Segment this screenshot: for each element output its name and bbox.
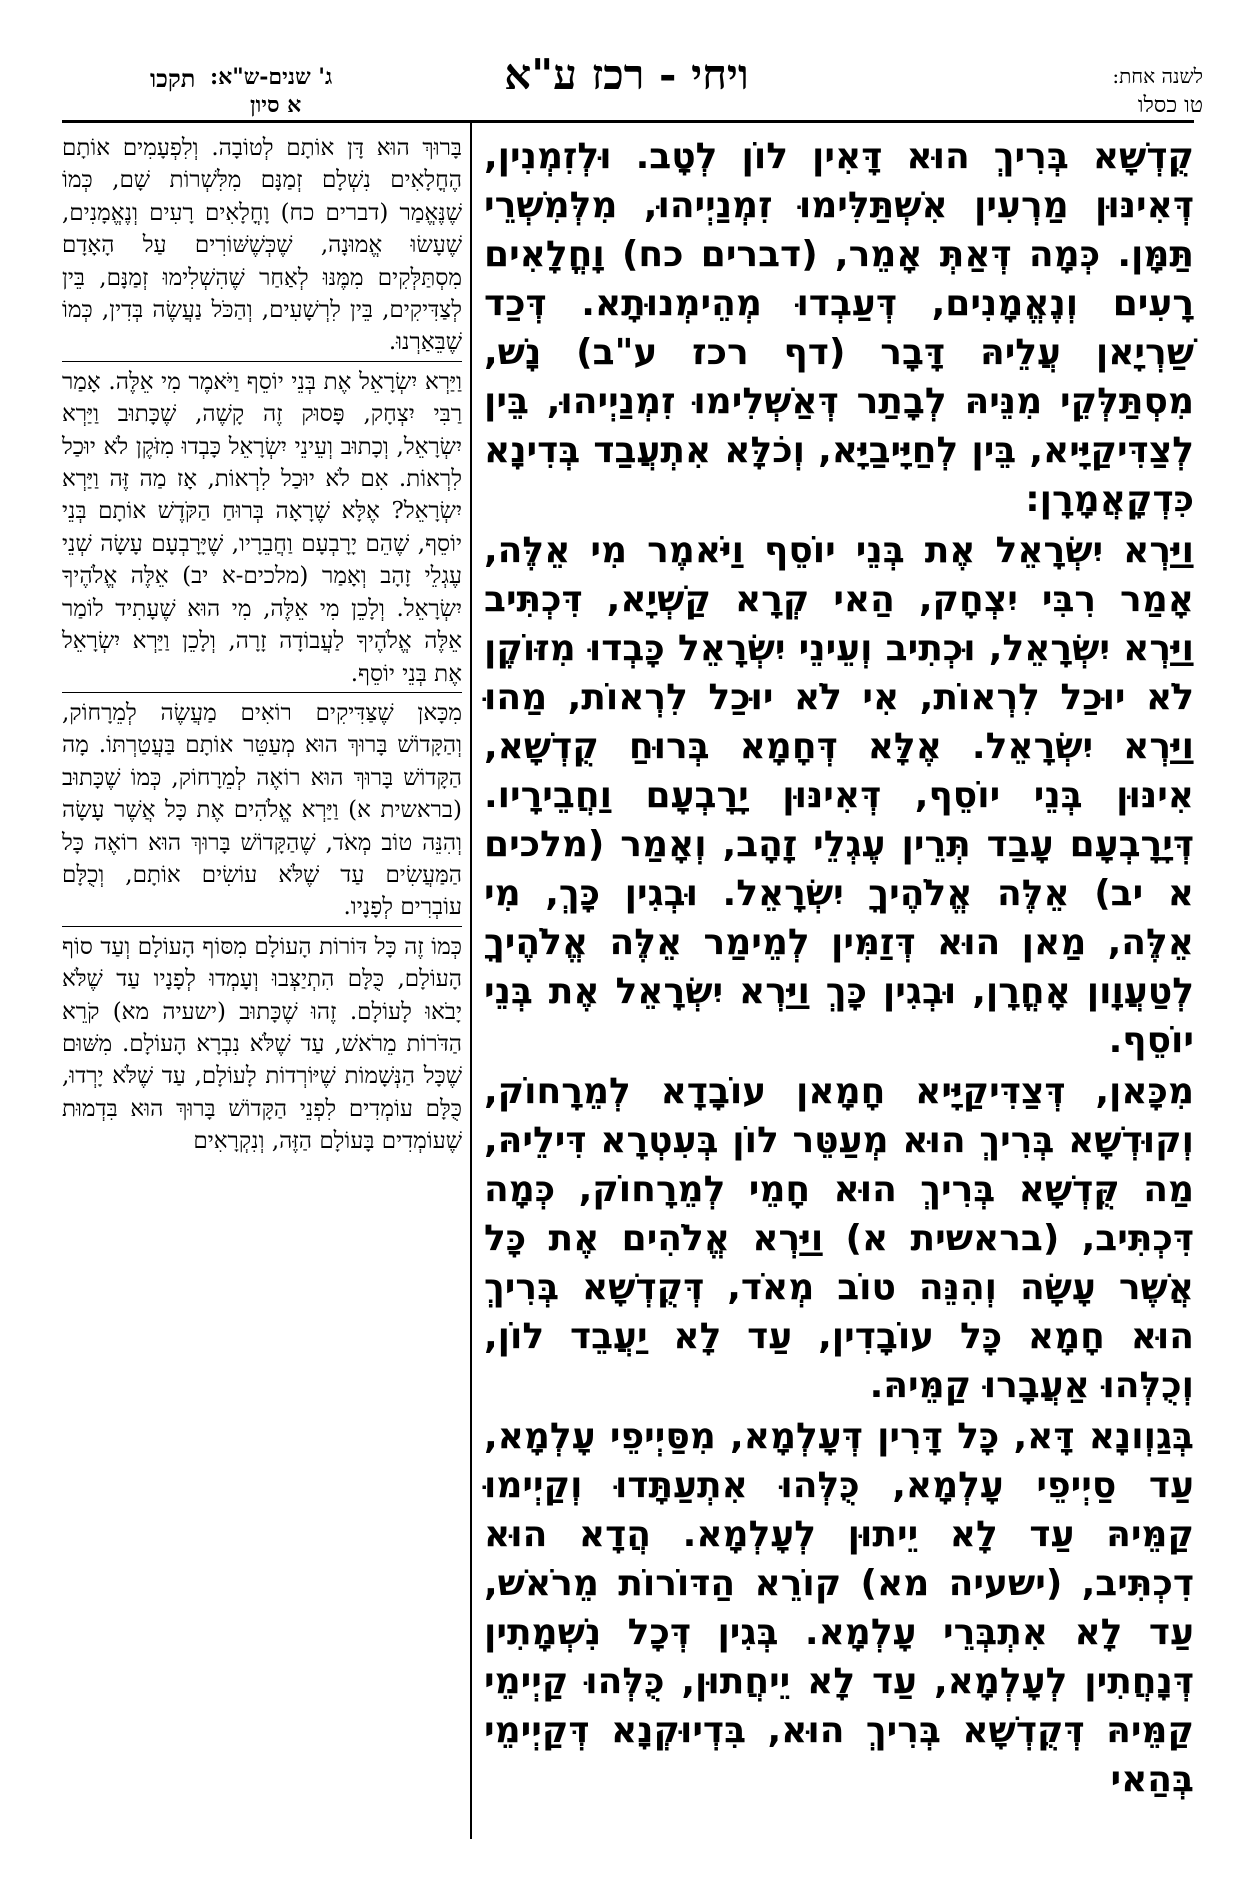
schedule-date-kislev: טו כסלו bbox=[1137, 93, 1203, 118]
header-rule bbox=[62, 120, 1194, 123]
schedule-one-year: לשנה אחת: bbox=[1112, 64, 1203, 88]
page-title: ויחי - רכז ע"א bbox=[504, 50, 749, 99]
column-divider bbox=[470, 123, 472, 1839]
schedule-three-years: ג' שנים-ש"א: bbox=[210, 64, 333, 90]
main-paragraph: מִכָּאן, דְּצַדִּיקַיָּיא חָמָאן עוֹבָדָא לְמֵרָחוֹק, וְקוּדְשָׁא בְּרִיךְ הוּא מְעַטֵּר לוֹן בְּעִטְרָא דִּילֵיהּ, מַה קֻּדְשָׁא בְּרִיךְ הוּא חָמֵי לְמֵרָחוֹק, כְּמָה דִּכְתִּיב, (בראשית א) וַיַּרְא אֱלֹהִים אֶת כָּל אֲשֶׁר עָשָׂה וְהִנֵּה טוֹב מְאֹד, דְּקֻדְשָׁא בְּרִיךְ הוּא חָמָא כָּל עוֹבָדִין, עַד לָא יַעֲבֵד לוֹן, וְכֻלְּהוּ אַעֲבָרוּ קַמֵּיהּ. bbox=[484, 1071, 1194, 1406]
hebrew-translation-column bbox=[62, 132, 462, 1164]
main-paragraph: קֻדְשָׁא בְּרִיךְ הוּא דָּאִין לוֹן לְטָב. וּלְזִמְנִין, דְּאִינּוּן מַרְעִין אִשְׁתַּלִּימוּ זִמְנַיְיהוּ, מִלְּמִשְׁרֵי תַּמָּן. כְּמָה דְּאַתְּ אָמֵר, (דברים כח) וָחֳלָאִים רָעִים וְנֶאֱמָנִים, דְּעַבְדוּ מְהֵימְנוּתָא. דְּכַד שַׁרְיָאן עֲלֵיהּ דָּבָר (דף רכז ע"ב) נָשׁ, מִסְתַּלְּקֵי מִנֵּיהּ לְבָתַר דְּאַשְׁלִימוּ זִמְנַיְיהוּ, בֵּין לְצַדִּיקַיָּיא, בֵּין לְחַיָּיבַיָּא, וְכֹלָּא אִתְעֲבַד בְּדִינָא כִּדְקָאֲמָרָן: bbox=[484, 136, 1194, 520]
page-number: תקכו bbox=[150, 64, 196, 93]
side-paragraph: וַיַּרְא יִשְׂרָאֵל אֶת בְּנֵי יוֹסֵף וַיֹּאמֶר מִי אֵלֶּה. אָמַר רַבִּי יִצְחָק, פָּסוּק זֶה קָשֶׁה, שֶׁכָּתוּב וַיַּרְא יִשְׂרָאֵל, וְכָתוּב וְעֵינֵי יִשְׂרָאֵל כָּבְדוּ מִזֹּקֶן לֹא יוּכַל לִרְאוֹת. אִם לֹא יוּכַל לִרְאוֹת, אָז מַה זֶּה וַיַּרְא יִשְׂרָאֵל? אֶלָּא שֶׁרָאָה בְּרוּחַ הַקֹּדֶשׁ אוֹתָם בְּנֵי יוֹסֵף, שֶׁהֵם יָרָבְעָם וַחֲבֵרָיו, שֶׁיָּרָבְעָם עָשָׂה שְׁנֵי עֶגְלֵי זָהָב וְאָמַר (מלכים-א יב) אֵלֶּה אֱלֹהֶיךָ יִשְׂרָאֵל. וְלָכֵן מִי אֵלֶּה, מִי הוּא שֶׁעָתִיד לוֹמַר אֵלֶּה אֱלֹהֶיךָ לַעֲבוֹדָה זָרָה, וְלָכֵן וַיַּרְא יִשְׂרָאֵל אֶת בְּנֵי יוֹסֵף. bbox=[62, 366, 462, 693]
side-paragraph: מִכָּאן שֶׁצַּדִּיקִים רוֹאִים מַעֲשֶׂה לְמֵרָחוֹק, וְהַקָּדוֹשׁ בָּרוּךְ הוּא מְעַטֵּר אוֹתָם בַּעֲטַרְתּוֹ. מָה הַקָּדוֹשׁ בָּרוּךְ הוּא רוֹאֶה לְמֵרָחוֹק, כְּמוֹ שֶׁכָּתוּב (בראשית א) וַיַּרְא אֱלֹהִים אֶת כָּל אֲשֶׁר עָשָׂה וְהִנֵּה טוֹב מְאֹד, שֶׁהַקָּדוֹשׁ בָּרוּךְ הוּא רוֹאֶה כָּל הַמַּעֲשִׂים עַד שֶׁלֹּא עוֹשִׂים אוֹתָם, וְכֻלָּם עוֹבְרִים לְפָנָיו. bbox=[62, 697, 462, 927]
schedule-date-sivan: א סיון bbox=[250, 92, 302, 118]
aramaic-main-column bbox=[484, 132, 1194, 1806]
side-paragraph: בָּרוּךְ הוּא דָּן אוֹתָם לְטוֹבָה. וְלִפְעָמִים אוֹתָם הֶחֳלָאִים נִשְׁלָם זְמַנָּם מִלִּשְׁרוֹת שָׁם, כְּמוֹ שֶׁנֶּאֱמַר (דברים כח) וָחֳלָאִים רָעִים וְנֶאֱמָנִים, שֶׁעָשׂוּ אֱמוּנָה, שֶׁכְּשֶׁשּׁוֹרִים עַל הָאָדָם מִסְתַּלְּקִים מִמֶּנּוּ לְאַחַר שֶׁהִשְׁלִימוּ זְמַנָּם, בֵּין לְצַדִּיקִים, בֵּין לִרְשָׁעִים, וְהַכֹּל נַעֲשֶׂה בְּדִין, כְּמוֹ שֶׁבֵּאַרְנוּ. bbox=[62, 132, 462, 362]
main-paragraph: בְּגַוְונָא דָּא, כָּל דָּרִין דְּעָלְמָא, מִסַּיְיפֵי עָלְמָא, עַד סַיְיפֵי עָלְמָא, כֻּלְּהוּ אִתְעַתָּדוּ וְקַיְימוּ קַמֵּיהּ עַד לָא יֵיתוּן לְעָלְמָא. הֲדָא הוּא דִכְתִּיב, (ישעיה מא) קוֹרֵא הַדּוֹרוֹת מֵרֹאשׁ, עַד לָא אִתְבְּרֵי עָלְמָא. בְּגִין דְּכָל נִשְׁמָתִין דְּנָחֲתִין לְעָלְמָא, עַד לָא יֵיחֲתוּן, כֻּלְּהוּ קַיְימֵי קַמֵּיהּ דְּקֻדְשָׁא בְּרִיךְ הוּא, בִּדְיוּקְנָא דְּקַיְימֵי בְּהַאי bbox=[484, 1416, 1194, 1800]
page-header bbox=[0, 0, 1253, 120]
main-paragraph: וַיַּרְא יִשְׂרָאֵל אֶת בְּנֵי יוֹסֵף וַיֹּאמֶר מִי אֵלֶּה, אָמַר רִבִּי יִצְחָק, הַאי קְרָא קַשְׁיָא, דִּכְתִּיב וַיַּרְא יִשְׂרָאֵל, וּכְתִיב וְעֵינֵי יִשְׂרָאֵל כָּבְדוּ מִזּוֹקֶן לֹא יוּכַל לִרְאוֹת, אִי לֹא יוּכַל לִרְאוֹת, מַהוּ וַיַּרְא יִשְׂרָאֵל. אֶלָּא דְּחָמָא בְּרוּחַ קֻדְשָׁא, אִינּוּן בְּנֵי יוֹסֵף, דְּאִינּוּן יָרָבְעָם וַחֲבֵירָיו. דְּיָרָבְעָם עָבַד תְּרֵין עֶגְלֵי זָהָב, וְאָמַר (מלכים א יב) אֵלֶּה אֱלֹהֶיךָ יִשְׂרָאֵל. וּבְגִין כָּךְ, מִי אֵלֶּה, מַאן הוּא דְּזַמִּין לְמֵימַר אֵלֶּה אֱלֹהֶיךָ לְטַעֲוָון אָחֳרָן, וּבְגִין כָּךְ וַיַּרְא יִשְׂרָאֵל אֶת בְּנֵי יוֹסֵף. bbox=[484, 530, 1194, 1061]
side-paragraph: כְּמוֹ זֶה כָּל דּוֹרוֹת הָעוֹלָם מִסּוֹף הָעוֹלָם וְעַד סוֹף הָעוֹלָם, כֻּלָּם הִתְיַצְּבוּ וְעָמְדוּ לְפָנָיו עַד שֶׁלֹּא יָבֹאוּ לָעוֹלָם. זֶהוּ שֶׁכָּתוּב (ישעיה מא) קֹרֵא הַדֹּרוֹת מֵרֹאשׁ, עַד שֶׁלֹּא נִבְרָא הָעוֹלָם. מִשּׁוּם שֶׁכָּל הַנְּשָׁמוֹת שֶׁיּוֹרְדוֹת לָעוֹלָם, עַד שֶׁלֹּא יָרְדוּ, כֻּלָּם עוֹמְדִים לִפְנֵי הַקָּדוֹשׁ בָּרוּךְ הוּא בִּדְמוּת שֶׁעוֹמְדִים בָּעוֹלָם הַזֶּה, וְנִקְרָאִים bbox=[62, 933, 462, 1155]
